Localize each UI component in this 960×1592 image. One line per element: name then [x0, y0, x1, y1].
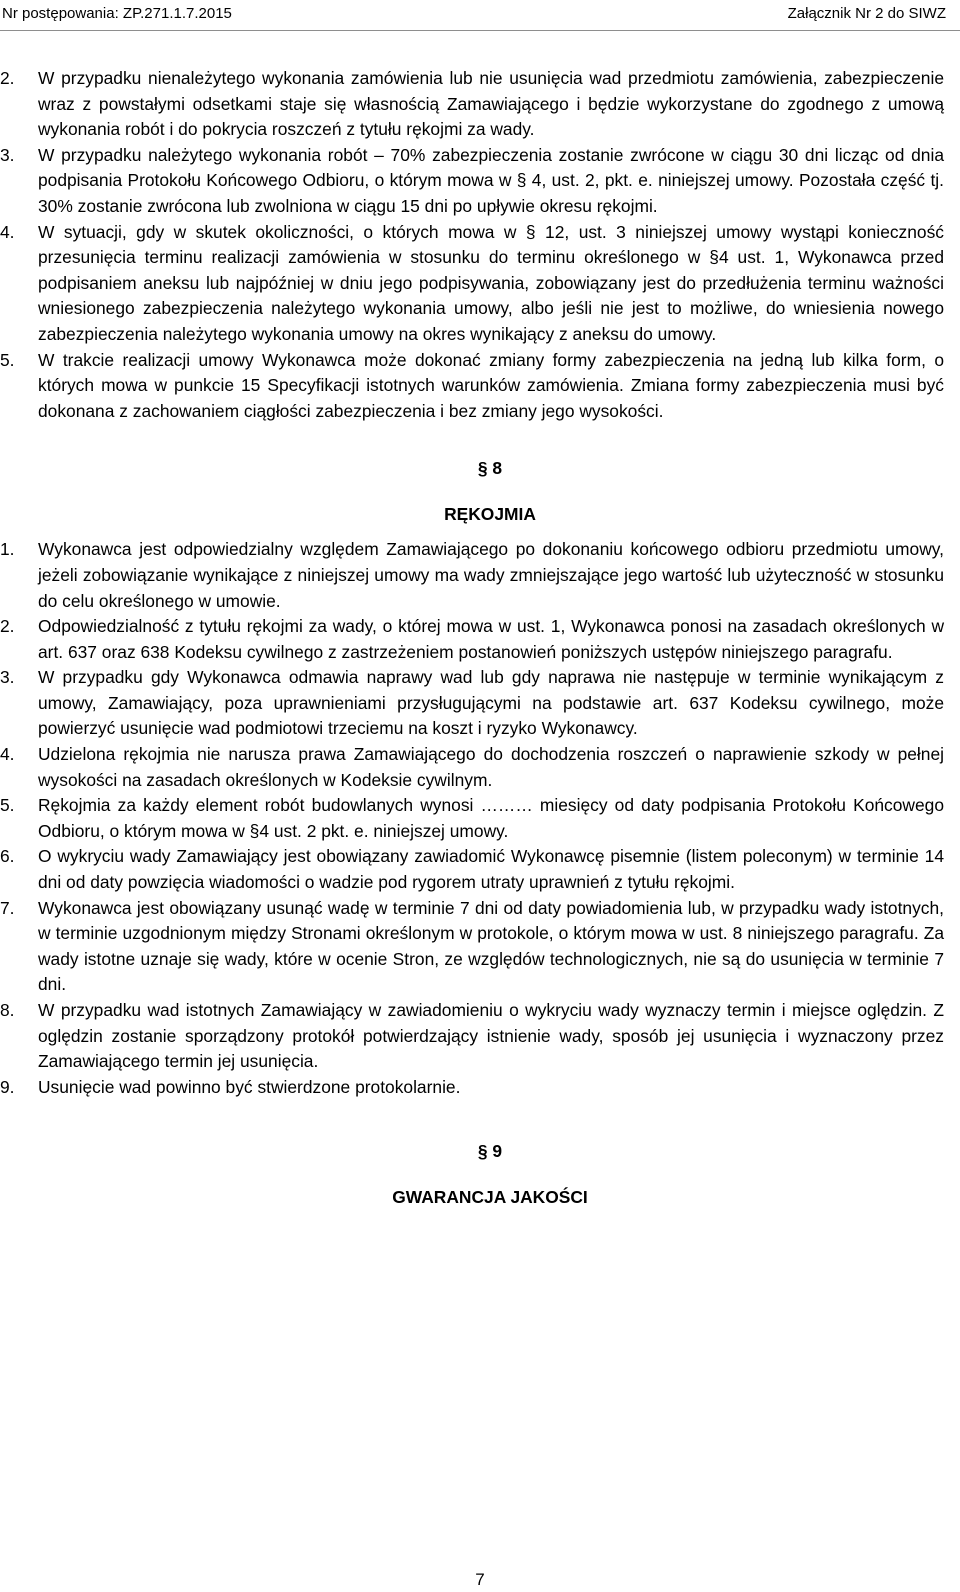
list-item: 3. W przypadku należytego wykonania robót – 70% zabezpieczenia zostanie zwrócone w ciągu 30 dni licząc od dnia podpisania Protokołu Końcowego Odbioru, o którym mowa w § 4, ust. 2, pkt. e. niniejszej umowy. Pozostała część tj. 30% zostanie zwrócona lub zwolniona w ciągu 15 dni po upływie okresu rękojmi.	[0, 144, 944, 216]
attachment-label: Załącznik Nr 2 do SIWZ	[787, 5, 946, 22]
list-item: 8. W przypadku wad istotnych Zamawiający w zawiadomieniu o wykryciu wady wyznaczy termin i miejsce oględzin. Z oględzin zostanie sporządzony protokół potwierdzający istnienie wady, sposób jej usunięcia i wyznaczony przez Zamawiającego termin jej usunięcia.	[0, 1000, 944, 1072]
list-item: 6. O wykryciu wady Zamawiający jest obowiązany zawiadomić Wykonawcę pisemnie (listem poleconym) w terminie 14 dni od daty powzięcia wiadomości o wadzie pod rygorem utraty uprawnień z tytułu rękojmi.	[0, 846, 944, 893]
procedure-number: Nr postępowania: ZP.271.1.7.2015	[2, 5, 232, 22]
list-item: 5. W trakcie realizacji umowy Wykonawca może dokonać zmiany formy zabezpieczenia na jedną lub kilka form, o których mowa w punkcie 15 Specyfikacji istotnych warunków zamówienia. Zmiana formy zabezpieczenia musi być dokonana z zachowaniem ciągłości zabezpieczenia i bez zmiany jego wysokości.	[0, 349, 944, 421]
list-item: 4. W sytuacji, gdy w skutek okoliczności, o których mowa w § 12, ust. 3 niniejszej umowy wystąpi konieczność przesunięcia terminu realizacji zamówienia w stosunku do terminu określonego w §4 ust. 1, Wykonawca przed podpisaniem aneksu lub najpóźniej w dniu jego podpisywania, zobowiązany jest do przedłużenia terminu ważności wniesionego zabezpieczenia należytego wykonania umowy, albo jeśli nie jest to możliwe, do wniesienia nowego zabezpieczenia należytego wykonania umowy na okres wynikający z aneksu do umowy.	[0, 221, 944, 344]
section-8-sign: § 8	[477, 458, 503, 479]
section-8-list	[0, 537, 944, 1100]
list-item: 1. Wykonawca jest odpowiedzialny względem Zamawiającego po dokonaniu końcowego odbioru przedmiotu umowy, jeżeli zobowiązanie wynikające z niniejszej umowy ma wady zmniejszające jego wartość lub użyteczność w stosunku do celu określonego w umowie.	[0, 539, 944, 611]
list-item: 9. Usunięcie wad powinno być stwierdzone protokolarnie.	[0, 1076, 461, 1097]
list-item: 3. W przypadku gdy Wykonawca odmawia naprawy wad lub gdy naprawa nie następuje w terminie wynikającym z umowy, Zamawiający, poza uprawnieniami przysługującymi na podstawie art. 637 Kodeksu cywilnego, może powierzyć usunięcie wad podmiotowi trzeciemu na koszt i ryzyko Wykonawcy.	[0, 667, 944, 739]
page-number: 7	[475, 1570, 485, 1589]
page-header	[0, 0, 960, 31]
section-7-continued-list	[0, 66, 944, 424]
list-item: 2. W przypadku nienależytego wykonania zamówienia lub nie usunięcia wad przedmiotu zamówienia, zabezpieczenie wraz z powstałymi odsetkami staje się własnością Zamawiającego i będzie wykorzystane do zgodnego z umową wykonania robót i do pokrycia roszczeń z tytułu rękojmi za wady.	[0, 68, 944, 140]
section-8-title: RĘKOJMIA	[444, 504, 536, 525]
list-item: 2. Odpowiedzialność z tytułu rękojmi za wady, o której mowa w ust. 1, Wykonawca ponosi na zasadach określonych w art. 637 oraz 638 Kodeksu cywilnego z zastrzeżeniem postanowień poniższych ustępów niniejszego paragrafu.	[0, 616, 944, 662]
list-item: 4. Udzielona rękojmia nie narusza prawa Zamawiającego do dochodzenia roszczeń o naprawienie szkody w pełnej wysokości na zasadach określonych w Kodeksie cywilnym.	[0, 744, 944, 790]
section-9-title: GWARANCJA JAKOŚCI	[392, 1187, 588, 1208]
section-9-sign: § 9	[477, 1141, 503, 1162]
list-item: 7. Wykonawca jest obowiązany usunąć wadę w terminie 7 dni od daty powiadomienia lub, w przypadku wady istotnych, w terminie uzgodnionym między Stronami określonym w protokole, o którym mowa w ust. 8 niniejszego paragrafu. Za wady istotne uznaje się wady, które w ocenie Stron, ze względów technologicznych, nie są do usunięcia w terminie 7 dni.	[0, 897, 944, 995]
document-body	[0, 66, 944, 1208]
list-item: 5. Rękojmia za każdy element robót budowlanych wynosi ……… miesięcy od daty podpisania Protokołu Końcowego Odbioru, o którym mowa w §4 ust. 2 pkt. e. niniejszej umowy.	[0, 795, 944, 841]
